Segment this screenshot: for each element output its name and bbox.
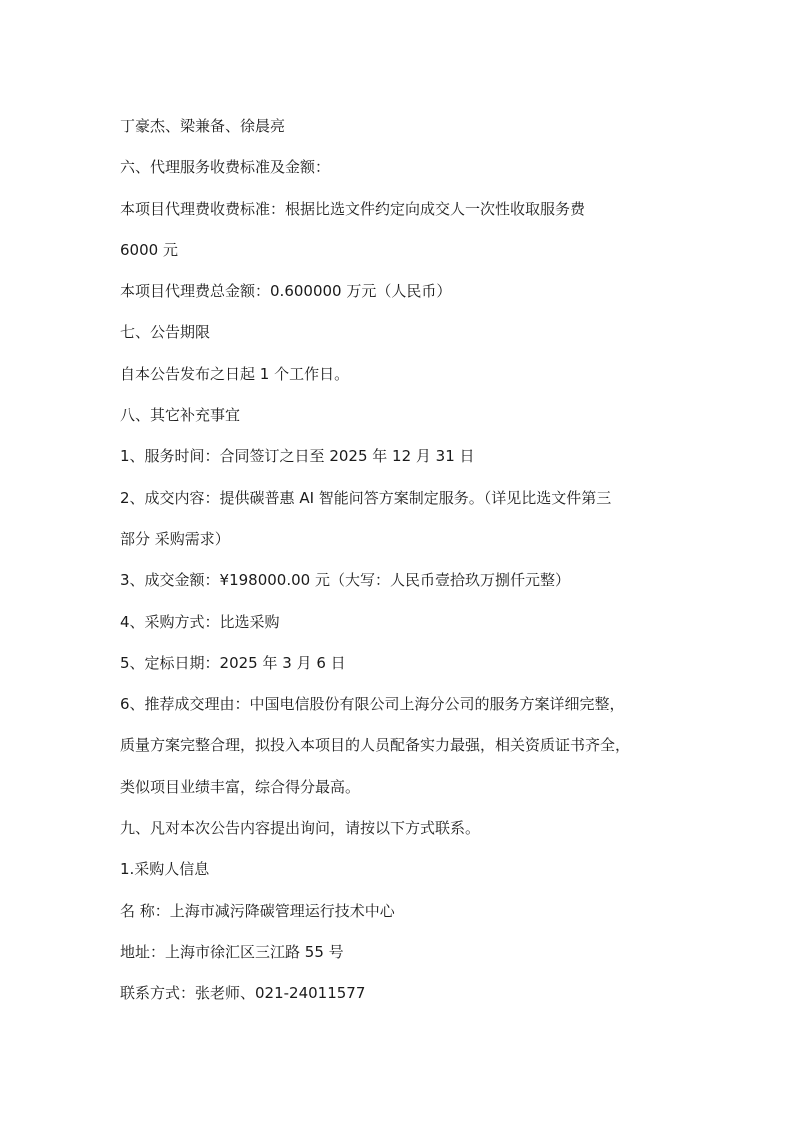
text-line: 联系方式：张老师、021-24011577 [120,984,366,1003]
section-heading: 九、凡对本次公告内容提出询问，请按以下方式联系。 [120,819,481,838]
text-line: 部分 采购需求） [120,529,230,548]
list-item: 4、采购方式：比选采购 [120,612,280,631]
list-item: 6、推荐成交理由：中国电信股份有限公司上海分公司的服务方案详细完整， [120,695,625,714]
list-item: 5、定标日期：2025 年 3 月 6 日 [120,653,346,672]
section-heading: 七、公告期限 [120,323,211,342]
text-line: 丁豪杰、梁兼备、徐晨亮 [120,117,286,135]
text-line: 类似项目业绩丰富，综合得分最高。 [120,777,361,796]
section-heading: 八、其它补充事宜 [120,406,241,425]
text-line: 质量方案完整合理，拟投入本项目的人员配备实力最强，相关资质证书齐全， [120,736,631,755]
text-line: 名 称：上海市减污降碳管理运行技术中心 [120,901,395,920]
subsection-heading: 1.采购人信息 [120,860,210,879]
text-line: 6000 元 [120,240,178,259]
list-item: 3、成交金额：¥198000.00 元（大写：人民币壹拾玖万捌仟元整） [120,571,570,590]
text-line: 本项目代理费收费标准：根据比选文件约定向成交人一次性收取服务费 [120,199,586,218]
text-line: 地址：上海市徐汇区三江路 55 号 [120,942,344,961]
text-line: 自本公告发布之日起 1 个工作日。 [120,364,350,383]
text-line: 本项目代理费总金额：0.600000 万元（人民币） [120,282,452,301]
list-item: 2、成交内容：提供碳普惠 AI 智能问答方案制定服务。（详见比选文件第三 [120,488,612,507]
list-item: 1、服务时间：合同签订之日至 2025 年 12 月 31 日 [120,447,475,466]
section-heading: 六、代理服务收费标准及金额： [120,158,331,177]
